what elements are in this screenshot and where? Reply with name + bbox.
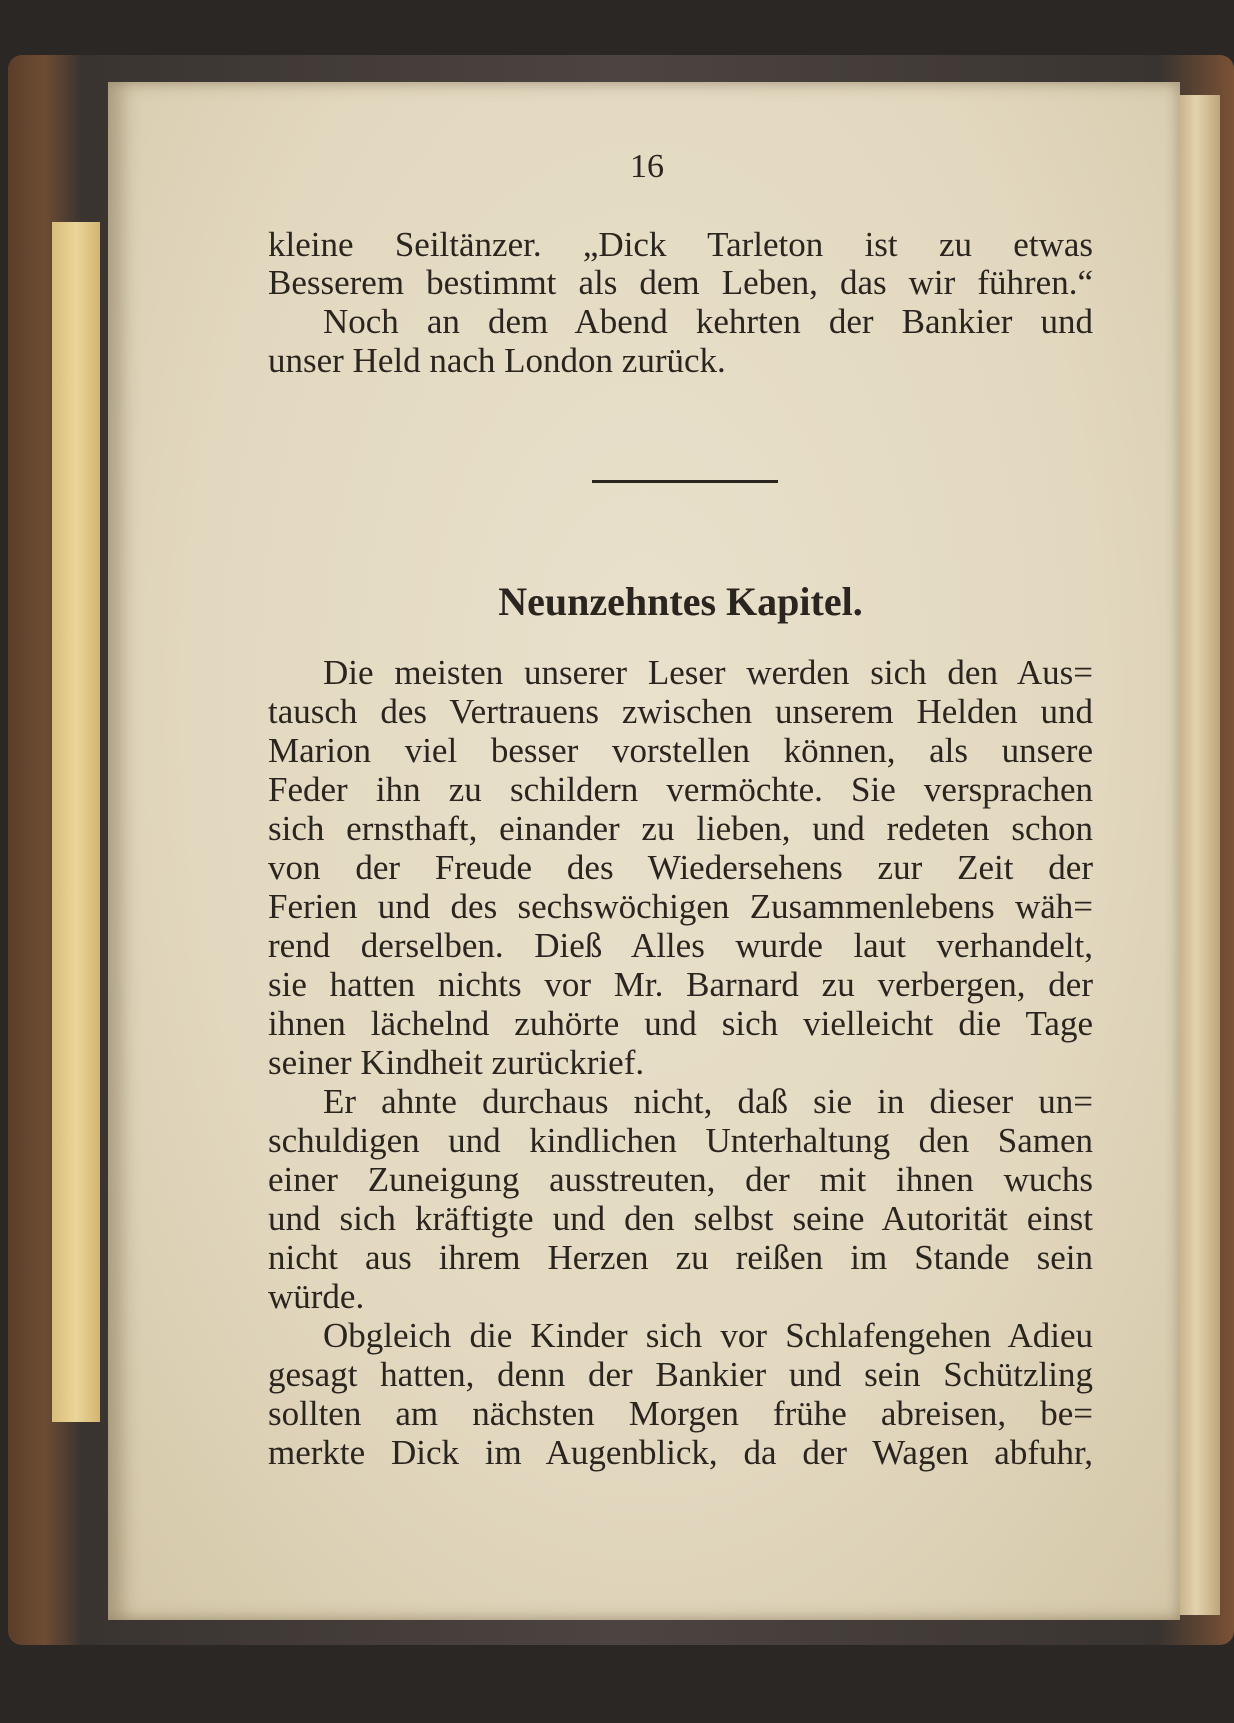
chapter-heading: Neunzehntes Kapitel. <box>498 579 863 624</box>
text-line: Besserem bestimmt als dem Leben, das wir führen.“ <box>268 263 1093 302</box>
text-line: Er ahnte durchaus nicht, daß sie in dieser un= <box>323 1082 1093 1121</box>
text-line: Die meisten unserer Leser werden sich den Aus= <box>323 653 1093 692</box>
text-line: nicht aus ihrem Herzen zu reißen im Stande sein <box>268 1238 1093 1277</box>
text-line: kleine Seiltänzer. „Dick Tarleton ist zu etwas <box>268 225 1093 264</box>
text-line: würde. <box>268 1277 365 1316</box>
text-line: Feder ihn zu schildern vermöchte. Sie versprachen <box>268 770 1093 809</box>
text-line: Ferien und des sechswöchigen Zusammenlebens wäh= <box>268 887 1093 926</box>
text-line: einer Zuneigung ausstreuten, der mit ihnen wuchs <box>268 1160 1093 1199</box>
text-line: schuldigen und kindlichen Unterhaltung den Samen <box>268 1121 1093 1160</box>
text-line: ihnen lächelnd zuhörte und sich vielleicht die Tage <box>268 1004 1093 1043</box>
text-line: gesagt hatten, denn der Bankier und sein Schützling <box>268 1355 1093 1394</box>
text-line: tausch des Vertrauens zwischen unserem Helden und <box>268 692 1093 731</box>
text-line: merkte Dick im Augenblick, da der Wagen abfuhr, <box>268 1433 1093 1472</box>
section-divider <box>592 480 778 483</box>
index-tab-strip <box>52 222 100 1422</box>
text-line: rend derselben. Dieß Alles wurde laut verhandelt, <box>268 926 1093 965</box>
text-line: Marion viel besser vorstellen können, als unsere <box>268 731 1093 770</box>
text-line: Obgleich die Kinder sich vor Schlafengehen Adieu <box>323 1316 1093 1355</box>
text-line: sich ernsthaft, einander zu lieben, und redeten schon <box>268 809 1093 848</box>
text-line: sollten am nächsten Morgen frühe abreisen, be= <box>268 1394 1093 1433</box>
text-line: unser Held nach London zurück. <box>268 341 726 380</box>
text-line: von der Freude des Wiedersehens zur Zeit der <box>268 848 1093 887</box>
text-line: sie hatten nichts vor Mr. Barnard zu verbergen, der <box>268 965 1093 1004</box>
text-line: und sich kräftigte und den selbst seine Autorität einst <box>268 1199 1093 1238</box>
page-number: 16 <box>630 148 664 185</box>
page-edges <box>1180 95 1220 1615</box>
text-line: Noch an dem Abend kehrten der Bankier und <box>323 302 1093 341</box>
text-line: seiner Kindheit zurückrief. <box>268 1043 645 1082</box>
